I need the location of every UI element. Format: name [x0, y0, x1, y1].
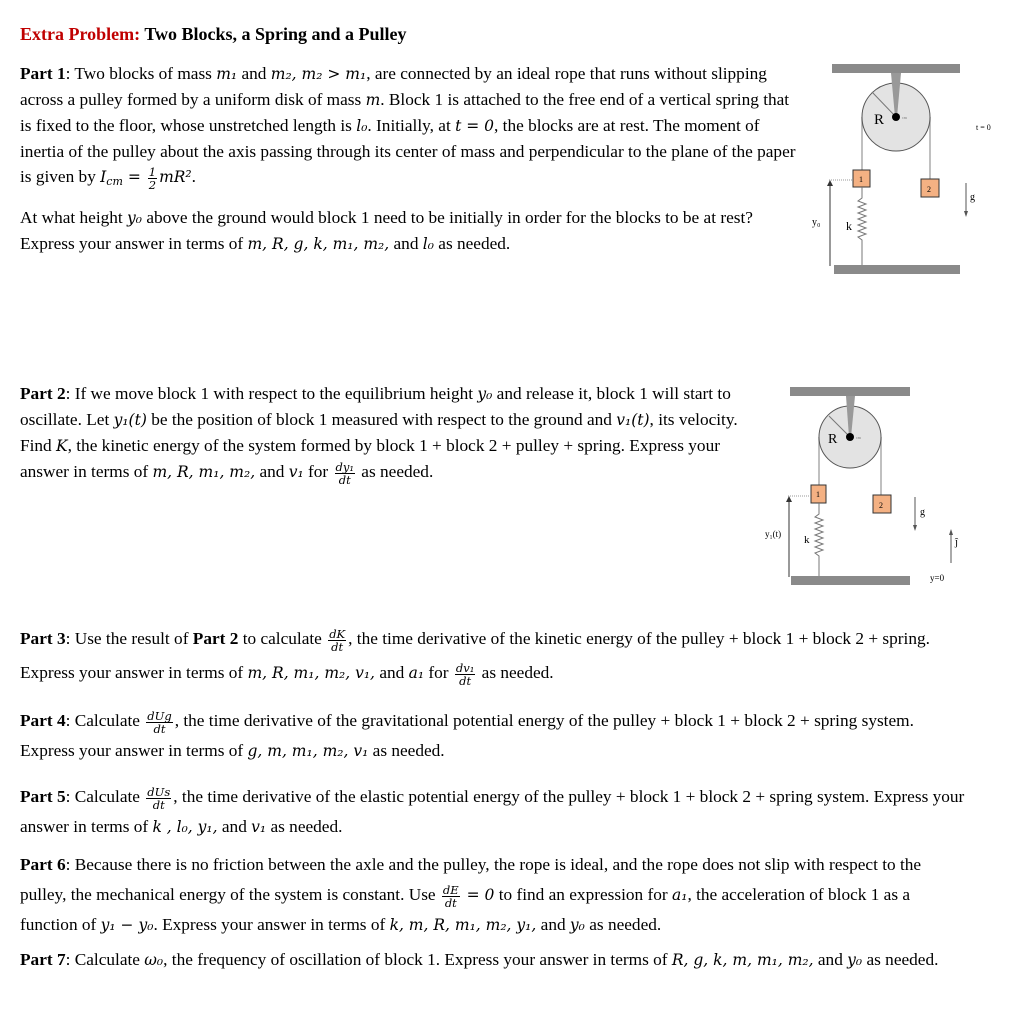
part-label: Part 2 [20, 384, 66, 403]
diagram-label: 2 [879, 501, 883, 510]
math: k, m, R, m₁, m₂, y₁, [389, 916, 537, 934]
text: as needed. [862, 950, 939, 969]
text: , the kinetic energy of the system formed by block 1 + block 2 + pulley + spring. Express your answer in terms of [20, 436, 720, 481]
fraction-numerator: dUs [147, 784, 171, 799]
text: for [424, 663, 453, 682]
diagram-label: 1 [816, 490, 820, 499]
math: v₁ [251, 818, 267, 836]
text: , the blocks are at rest. The moment of inertia of the pulley about the axis passing through its center of mass and perpendicular to the plane of the paper is given by [20, 116, 796, 186]
fraction [455, 662, 475, 687]
text: : If we move block 1 with respect to the equilibrium height [65, 384, 478, 403]
diagram-label: k [846, 219, 852, 233]
math: a₁ [671, 886, 688, 904]
fraction-denominator: dt [459, 673, 472, 688]
title-text: Two Blocks, a Spring and a Pulley [140, 24, 407, 44]
text: and [389, 234, 423, 253]
math: y₀ [127, 209, 143, 227]
math: K [56, 437, 68, 455]
part-label: Part 5 [20, 787, 66, 806]
text: . Initially, at [367, 116, 456, 135]
math: y₁(t) [113, 411, 147, 429]
fraction-numerator: dy₁ [335, 459, 354, 474]
text: , the time derivative of the kinetic energy of the pulley + block 1 + block 2 + spring. Express your answer in terms of [20, 629, 930, 682]
gravity-label: g [920, 507, 925, 518]
fraction [335, 461, 355, 486]
math: m, R, m₁, m₂, v₁, [247, 664, 375, 682]
title-label: Extra Problem: [20, 24, 141, 44]
part-2 [20, 381, 748, 486]
math: y₀ [477, 385, 493, 403]
ground-label: y=0 [930, 573, 945, 583]
math: m [365, 91, 381, 109]
text: , the frequency of oscillation of block 1. Express your answer in terms of [163, 950, 672, 969]
diagram-label: 1 [859, 175, 863, 184]
part-3 [20, 622, 970, 690]
spring [858, 187, 866, 265]
text: as needed. [433, 234, 511, 253]
part-label: Part 3 [20, 629, 66, 648]
text: : Calculate [65, 950, 145, 969]
diagram-label: k [804, 534, 810, 546]
math: m, R, g, k, m₁, m₂, [247, 235, 390, 253]
text: to find an expression for [494, 885, 672, 904]
math: ω₀ [144, 951, 164, 969]
fraction [442, 884, 460, 909]
text: . Express your answer in terms of [153, 915, 390, 934]
part-7 [20, 947, 960, 973]
fraction-numerator: dUg [147, 708, 172, 723]
math: y₁ − y₀ [100, 916, 154, 934]
fraction [146, 710, 172, 735]
text: and [255, 462, 289, 481]
math: t = 0 [455, 117, 495, 135]
fraction [328, 628, 346, 653]
text: . [191, 167, 196, 186]
text: At what height [20, 208, 128, 227]
text: : Two blocks of mass [65, 64, 217, 83]
text: : Calculate [65, 711, 145, 730]
fraction-numerator: dv₁ [455, 660, 475, 675]
spring [815, 503, 823, 577]
text: for [303, 462, 333, 481]
math: y₀ [569, 916, 585, 934]
text: , are connected by an ideal rope that runs without slipping across a pulley formed by a uniform disk of mass [20, 64, 767, 109]
math: k , l₀, y₁, [152, 818, 218, 836]
fraction [148, 166, 157, 191]
text: above the ground would block 1 need to be initially in order for the blocks to be at rest? Express your answer in terms of [20, 208, 753, 253]
pulley-diagram-oscillating [750, 380, 980, 590]
ceiling [790, 387, 910, 396]
text: , its velocity. Find [20, 410, 738, 455]
math: a₁ [408, 664, 425, 682]
part-label: Part 4 [20, 711, 66, 730]
diagram-label: 2 [927, 185, 931, 194]
text: and [237, 64, 271, 83]
math: = 0 [461, 886, 495, 904]
floor [791, 576, 910, 585]
text: , the time derivative of the gravitational potential energy of the pulley + block 1 + block 2 + spring system. Express your answer in terms of [20, 711, 914, 760]
text: and [813, 950, 848, 969]
fraction [146, 786, 171, 811]
math: m₁ [216, 65, 238, 83]
text: and [536, 915, 570, 934]
fraction-numerator: dK [329, 626, 346, 641]
text: as needed. [477, 663, 554, 682]
unit-vector-label: ĵ [955, 536, 959, 548]
text: : Use the result of [65, 629, 193, 648]
fraction-numerator: dE [442, 882, 459, 897]
height-label: y₀ [812, 217, 821, 228]
math: l₀ [356, 117, 368, 135]
math: cm [106, 175, 123, 188]
math: m₂, m₂ > m₁ [270, 65, 367, 83]
part-1 [20, 61, 798, 194]
part-label: Part 1 [20, 64, 66, 83]
fraction-denominator: dt [444, 895, 457, 910]
math: m, R, m₁, m₂, [152, 463, 256, 481]
math: v₁(t) [616, 411, 650, 429]
text: as needed. [584, 915, 662, 934]
text: , the acceleration of block 1 as a function of [20, 885, 911, 934]
fraction-numerator: 1 [148, 164, 157, 179]
part-5 [20, 782, 970, 842]
time-label: t = 0 [976, 123, 991, 132]
math: y₀ [847, 951, 863, 969]
radius-label: R [828, 432, 838, 447]
text: be the position of block 1 measured with respect to the ground and [146, 410, 617, 429]
cm-label: cm [856, 435, 861, 440]
math: g, m, m₁, m₂, v₁ [247, 742, 369, 760]
floor [834, 265, 960, 274]
pulley-diagram-initial [800, 55, 1011, 285]
height-label: y₁(t) [765, 529, 782, 539]
text: : Calculate [65, 787, 145, 806]
text: and [375, 663, 409, 682]
text: as needed. [266, 817, 343, 836]
fraction-denominator: 2 [148, 177, 157, 192]
text: , the time derivative of the elastic potential energy of the pulley + block 1 + block 2 + spring system. Express your answer in terms of [20, 787, 965, 836]
math: I [100, 168, 107, 186]
gravity-label: g [970, 192, 975, 203]
cm-label: cm [902, 115, 907, 120]
radius-label: R [874, 112, 885, 128]
part-4 [20, 706, 960, 766]
text: as needed. [356, 462, 434, 481]
text: as needed. [368, 741, 445, 760]
part-label: Part 2 [192, 629, 239, 648]
text: . Block 1 is attached to the free end of a vertical spring that is fixed to the floor, whose unstretched length is [20, 90, 790, 135]
math: mR² [159, 168, 192, 186]
math: = [122, 168, 146, 186]
part-6 [20, 850, 950, 940]
text: and release it, block 1 will start to oscillate. Let [20, 384, 731, 429]
math: l₀ [422, 235, 434, 253]
fraction-denominator: dt [338, 472, 351, 487]
fraction-denominator: dt [153, 721, 166, 736]
part-1-question [20, 205, 810, 257]
text: to calculate [238, 629, 327, 648]
part-label: Part 6 [20, 855, 66, 874]
text: : Because there is no friction between the axle and the pulley, the rope is ideal, and the rope does not slip with respect to the pulley, the mechanical energy of the system is constant. Use [20, 855, 922, 904]
fraction-denominator: dt [152, 797, 165, 812]
fraction-denominator: dt [331, 639, 344, 654]
ceiling [832, 64, 960, 73]
problem-title [20, 24, 407, 45]
math: v₁ [288, 463, 304, 481]
math: R, g, k, m, m₁, m₂, [671, 951, 814, 969]
part-label: Part 7 [20, 950, 66, 969]
text: and [217, 817, 252, 836]
